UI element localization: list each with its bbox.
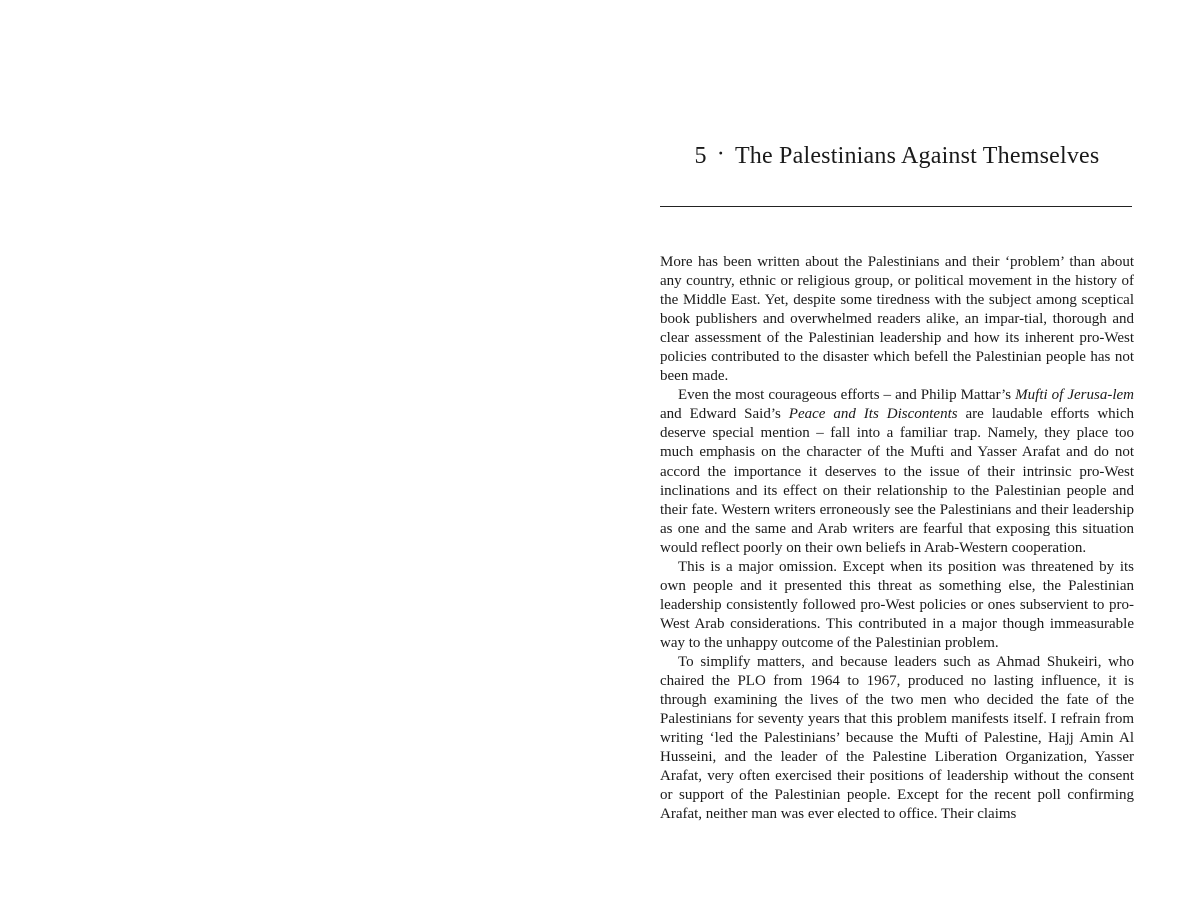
right-page bbox=[597, 0, 1195, 898]
paragraph-4: To simplify matters, and because leaders such as Ahmad Shukeiri, who chaired the PLO from 1964 to 1967, produced no lasting influence, it is through examining the lives of the two men who decided the fate of the Palestinians for seventy years that this problem manifests itself. I refrain from writing ‘led the Palestinians’ because the Mufti of Palestine, Hajj Amin Al Husseini, and the leader of the Palestine Liberation Organization, Yasser Arafat, very often exercised their positions of leadership without the consent or support of the Palestinian people. Except for the recent poll confirming Arafat, neither man was ever elected to office. Their claims bbox=[660, 653, 1134, 823]
chapter-body bbox=[660, 253, 1134, 824]
paragraph-2-text-a: Even the most courageous efforts – and Philip Mattar’s bbox=[678, 387, 1016, 404]
chapter-separator: · bbox=[716, 141, 725, 167]
paragraph-2 bbox=[660, 386, 1134, 557]
paragraph-2-text-b: and Edward Said’s bbox=[660, 406, 789, 423]
chapter-heading bbox=[597, 143, 1195, 170]
chapter-title: The Palestinians Against Themselves bbox=[734, 143, 1100, 169]
heading-rule bbox=[660, 206, 1132, 207]
left-page-blank bbox=[0, 0, 597, 898]
book-title-peace-and-its-discontents: Peace and Its Discontents bbox=[788, 406, 958, 423]
chapter-number: 5 bbox=[694, 143, 707, 169]
paragraph-2-text-c: are laudable efforts which deserve special mention – fall into a familiar trap. Namely, they place too much emphasis on the character of the Mufti and Yasser Arafat and do not accord the importance it deserves to the issue of their intrinsic pro-West inclinations and its effect on their relationship to the Palestinian people and their fate. Western writers erroneously see the Palestinians and their leadership as one and the same and Arab writers are fearful that exposing this situation would reflect poorly on their own beliefs in Arab-Western cooperation. bbox=[660, 406, 1134, 556]
book-title-mufti-of-jerusalem: Mufti of Jerusa-lem bbox=[1015, 387, 1134, 404]
paragraph-3: This is a major omission. Except when its position was threatened by its own people and it presented this threat as something else, the Palestinian leadership consistently followed pro-West policies or ones subservient to pro-West Arab considerations. This contributed in a major though immeasurable way to the unhappy outcome of the Palestinian problem. bbox=[660, 558, 1134, 651]
paragraph-1: More has been written about the Palestinians and their ‘problem’ than about any country, ethnic or religious group, or political movement in the history of the Middle East. Yet, despite some tiredness with the subject among sceptical book publishers and overwhelmed readers alike, an impar-tial, thorough and clear assessment of the Palestinian leadership and how its inherent pro-West policies contributed to the disaster which befell the Palestinian people has not been made. bbox=[660, 254, 1134, 385]
